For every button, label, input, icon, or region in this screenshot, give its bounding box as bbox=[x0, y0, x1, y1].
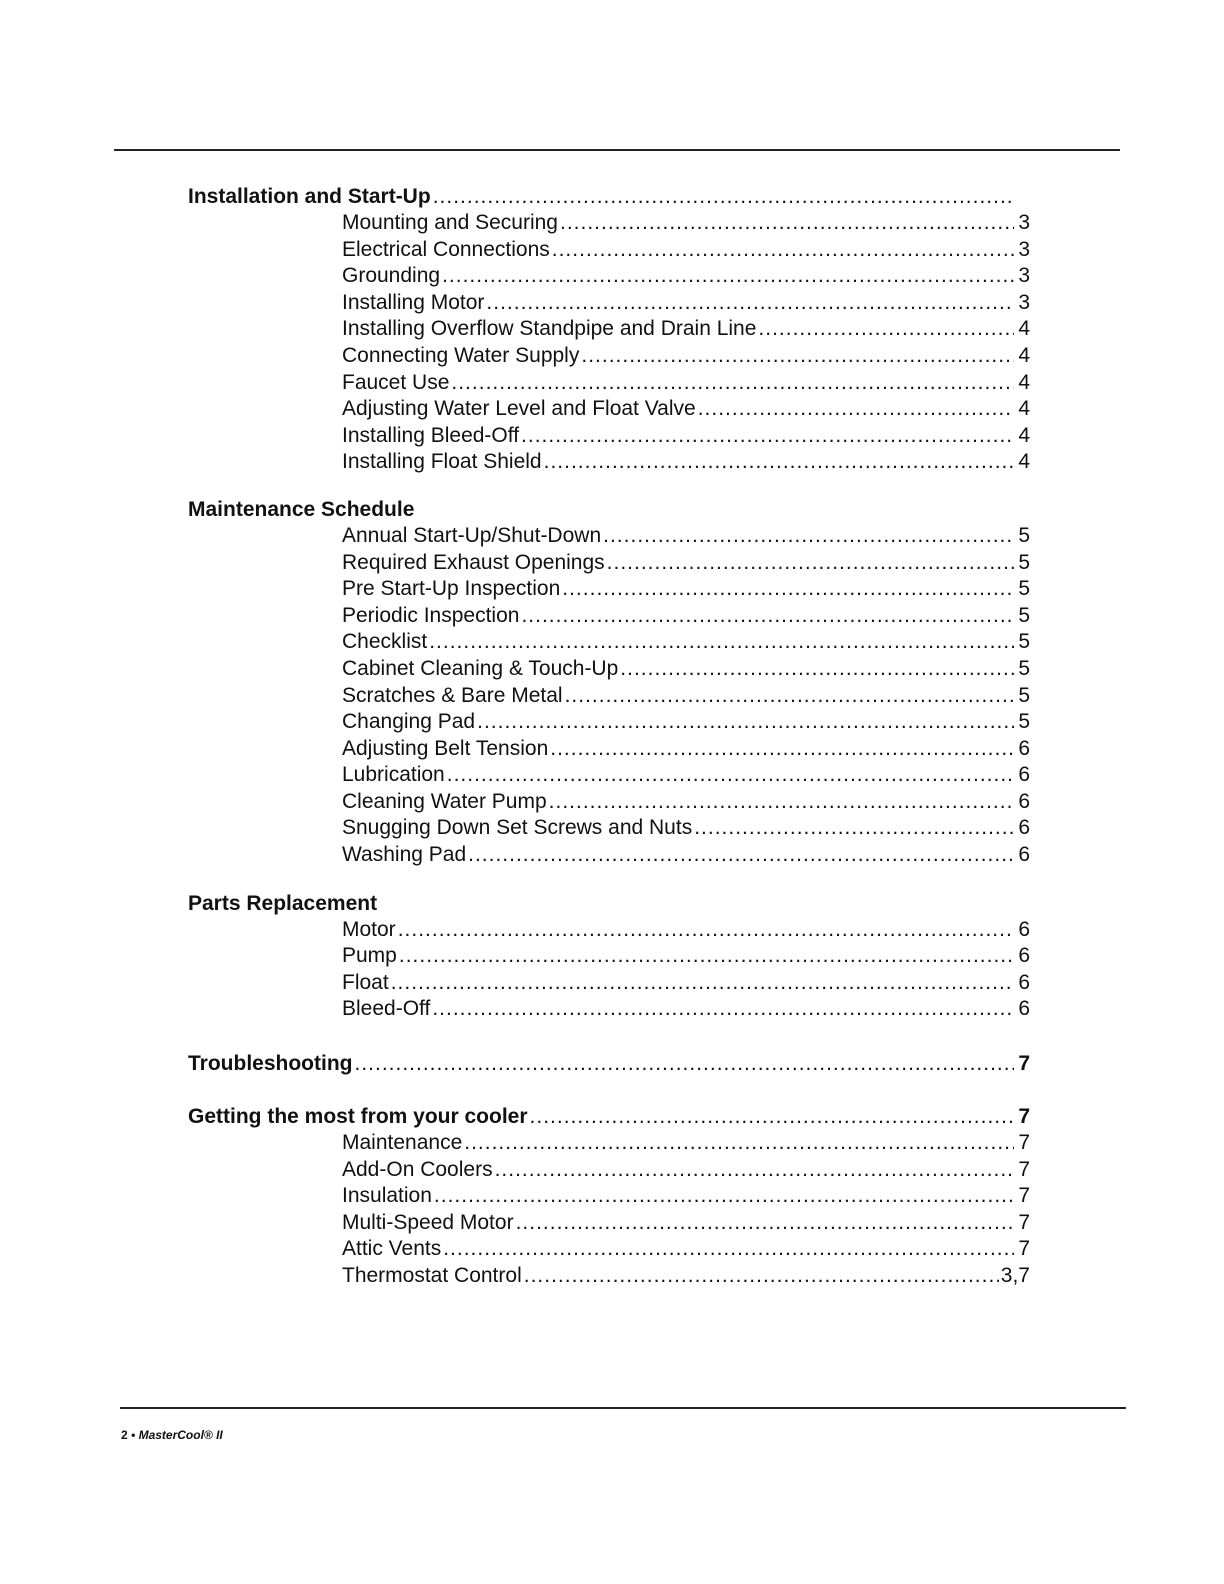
entry-page: 4 bbox=[1018, 317, 1030, 341]
entry-page: 4 bbox=[1018, 423, 1030, 447]
entry-page: 4 bbox=[1018, 370, 1030, 394]
entry-page: 3 bbox=[1018, 290, 1030, 314]
toc-section-getting-most bbox=[188, 1103, 1030, 1290]
toc-entry bbox=[342, 423, 1030, 450]
toc-entry bbox=[342, 550, 1030, 577]
dot-leader bbox=[524, 1263, 999, 1290]
section-heading bbox=[188, 183, 1030, 210]
dot-leader bbox=[399, 943, 1014, 970]
entry-label: Changing Pad bbox=[342, 710, 476, 734]
toc-section-maintenance bbox=[188, 496, 1030, 869]
toc-entry bbox=[342, 656, 1030, 683]
entry-page: 5 bbox=[1018, 523, 1030, 547]
dot-leader bbox=[530, 1103, 1014, 1130]
toc-entry bbox=[342, 1210, 1030, 1237]
dot-leader bbox=[562, 576, 1014, 603]
entry-label: Add-On Coolers bbox=[342, 1157, 493, 1181]
toc-entry bbox=[342, 842, 1030, 869]
entry-label: Snugging Down Set Screws and Nuts bbox=[342, 816, 693, 840]
dot-leader bbox=[495, 1157, 1014, 1184]
toc-entry bbox=[342, 603, 1030, 630]
toc-entry bbox=[342, 1236, 1030, 1263]
toc-entry bbox=[342, 943, 1030, 970]
dot-leader bbox=[698, 396, 1014, 423]
dot-leader bbox=[552, 237, 1014, 264]
bottom-rule bbox=[120, 1407, 1126, 1409]
dot-leader bbox=[560, 210, 1014, 237]
entry-label: Cabinet Cleaning & Touch-Up bbox=[342, 656, 619, 680]
entry-label: Multi-Speed Motor bbox=[342, 1210, 514, 1234]
toc-entry bbox=[342, 210, 1030, 237]
toc-entry bbox=[342, 343, 1030, 370]
entry-page: 7 bbox=[1018, 1237, 1030, 1261]
dot-leader bbox=[550, 736, 1014, 763]
dot-leader bbox=[451, 370, 1014, 397]
page-footer bbox=[121, 1428, 223, 1442]
entry-page: 5 bbox=[1018, 630, 1030, 654]
section-heading bbox=[188, 496, 1030, 523]
entry-page: 4 bbox=[1018, 397, 1030, 421]
table-of-contents bbox=[188, 183, 1030, 1290]
entry-page: 5 bbox=[1018, 603, 1030, 627]
entry-page: 4 bbox=[1018, 450, 1030, 474]
section-heading bbox=[188, 1103, 1030, 1130]
section-page: 7 bbox=[1018, 1052, 1030, 1076]
toc-entry bbox=[342, 815, 1030, 842]
toc-entry bbox=[342, 996, 1030, 1023]
dot-leader bbox=[464, 1130, 1014, 1157]
dot-leader bbox=[620, 656, 1014, 683]
toc-entry bbox=[342, 523, 1030, 550]
entry-label: Cleaning Water Pump bbox=[342, 789, 547, 813]
dot-leader bbox=[433, 183, 1014, 210]
toc-entry bbox=[342, 1130, 1030, 1157]
toc-entry bbox=[342, 709, 1030, 736]
toc-entry bbox=[342, 449, 1030, 476]
entry-page: 6 bbox=[1018, 917, 1030, 941]
entry-label: Checklist bbox=[342, 630, 428, 654]
entry-label: Connecting Water Supply bbox=[342, 343, 580, 367]
entry-page: 7 bbox=[1018, 1210, 1030, 1234]
entry-label: Mounting and Securing bbox=[342, 211, 558, 234]
entry-page: 5 bbox=[1018, 577, 1030, 601]
entry-label: Adjusting Belt Tension bbox=[342, 736, 549, 760]
toc-entry bbox=[342, 263, 1030, 290]
entry-label: Bleed-Off bbox=[342, 997, 431, 1021]
footer-bullet: • bbox=[131, 1428, 136, 1442]
section-title: Parts Replacement bbox=[188, 891, 378, 915]
entry-label: Float bbox=[342, 970, 389, 994]
dot-leader bbox=[607, 550, 1014, 577]
entry-page: 5 bbox=[1018, 656, 1030, 680]
section-title: Troubleshooting bbox=[188, 1052, 353, 1076]
entry-page: 7 bbox=[1018, 1131, 1030, 1155]
entry-label: Periodic Inspection bbox=[342, 603, 520, 627]
entry-label: Motor bbox=[342, 917, 396, 941]
dot-leader bbox=[758, 316, 1014, 343]
entry-page: 5 bbox=[1018, 710, 1030, 734]
entry-page: 4 bbox=[1018, 343, 1030, 367]
entry-label: Installing Motor bbox=[342, 290, 485, 314]
entry-page: 6 bbox=[1018, 736, 1030, 760]
entry-page: 6 bbox=[1018, 944, 1030, 968]
dot-leader bbox=[432, 996, 1014, 1023]
toc-section-installation bbox=[188, 183, 1030, 476]
entry-page: 6 bbox=[1018, 843, 1030, 867]
top-rule bbox=[114, 149, 1120, 151]
entry-label: Grounding bbox=[342, 264, 441, 288]
entry-label: Maintenance bbox=[342, 1131, 463, 1155]
entry-page: 5 bbox=[1018, 550, 1030, 574]
dot-leader bbox=[565, 683, 1014, 710]
entry-label: Annual Start-Up/Shut-Down bbox=[342, 523, 602, 547]
entry-page: 6 bbox=[1018, 789, 1030, 813]
dot-leader bbox=[468, 842, 1014, 869]
dot-leader bbox=[398, 917, 1014, 944]
toc-entry bbox=[342, 736, 1030, 763]
dot-leader bbox=[447, 762, 1014, 789]
section-page: 7 bbox=[1018, 1105, 1030, 1129]
toc-entry bbox=[342, 396, 1030, 423]
entry-label: Attic Vents bbox=[342, 1237, 442, 1261]
entry-label: Insulation bbox=[342, 1184, 432, 1208]
entry-page: 6 bbox=[1018, 997, 1030, 1021]
dot-leader bbox=[477, 709, 1014, 736]
entry-label: Installing Overflow Standpipe and Drain Line bbox=[342, 317, 757, 341]
toc-section-parts bbox=[188, 890, 1030, 1023]
dot-leader bbox=[544, 449, 1014, 476]
toc-entry bbox=[342, 1157, 1030, 1184]
entry-label: Faucet Use bbox=[342, 370, 450, 394]
entry-label: Washing Pad bbox=[342, 843, 467, 867]
toc-entry bbox=[342, 1183, 1030, 1210]
dot-leader bbox=[521, 423, 1014, 450]
entry-page: 3 bbox=[1018, 264, 1030, 288]
dot-leader bbox=[354, 1050, 1014, 1077]
entry-page: 6 bbox=[1018, 763, 1030, 787]
entry-page: 7 bbox=[1018, 1184, 1030, 1208]
toc-entry bbox=[342, 629, 1030, 656]
entry-label: Installing Bleed-Off bbox=[342, 423, 520, 447]
toc-entry bbox=[342, 316, 1030, 343]
entry-label: Pump bbox=[342, 944, 397, 968]
dot-leader bbox=[694, 815, 1014, 842]
toc-entry bbox=[342, 576, 1030, 603]
section-heading bbox=[188, 1050, 1030, 1077]
footer-page-number: 2 bbox=[121, 1428, 128, 1442]
footer-brand: MasterCool® II bbox=[138, 1428, 223, 1442]
toc-entry bbox=[342, 917, 1030, 944]
toc-entry bbox=[342, 290, 1030, 317]
entry-label: Electrical Connections bbox=[342, 237, 550, 261]
toc-entry bbox=[342, 370, 1030, 397]
dot-leader bbox=[391, 970, 1014, 997]
entry-page: 6 bbox=[1018, 816, 1030, 840]
toc-entry bbox=[342, 789, 1030, 816]
section-heading bbox=[188, 890, 1030, 917]
toc-entry bbox=[342, 683, 1030, 710]
section-title: Installation and Start-Up bbox=[188, 185, 431, 208]
dot-leader bbox=[549, 789, 1014, 816]
dot-leader bbox=[516, 1210, 1014, 1237]
toc-entry bbox=[342, 1263, 1030, 1290]
dot-leader bbox=[521, 603, 1014, 630]
entry-label: Adjusting Water Level and Float Valve bbox=[342, 397, 696, 421]
section-title: Getting the most from your cooler bbox=[188, 1105, 528, 1129]
entry-page: 6 bbox=[1018, 970, 1030, 994]
entry-label: Installing Float Shield bbox=[342, 450, 542, 474]
toc-entry bbox=[342, 237, 1030, 264]
toc-section-troubleshooting bbox=[188, 1050, 1030, 1077]
dot-leader bbox=[603, 523, 1014, 550]
entry-label: Required Exhaust Openings bbox=[342, 550, 605, 574]
dot-leader bbox=[429, 629, 1014, 656]
entry-page: 3 bbox=[1018, 237, 1030, 261]
dot-leader bbox=[434, 1183, 1014, 1210]
toc-entry bbox=[342, 970, 1030, 997]
entry-label: Pre Start-Up Inspection bbox=[342, 577, 561, 601]
entry-page: 3 bbox=[1018, 211, 1030, 234]
entry-label: Scratches & Bare Metal bbox=[342, 683, 563, 707]
entry-label: Thermostat Control bbox=[342, 1264, 522, 1287]
dot-leader bbox=[442, 263, 1014, 290]
dot-leader bbox=[443, 1236, 1014, 1263]
dot-leader bbox=[581, 343, 1014, 370]
entry-page: 7 bbox=[1018, 1157, 1030, 1181]
dot-leader bbox=[486, 290, 1014, 317]
entry-page: 5 bbox=[1018, 683, 1030, 707]
section-title: Maintenance Schedule bbox=[188, 497, 415, 521]
toc-entry bbox=[342, 762, 1030, 789]
entry-label: Lubrication bbox=[342, 763, 445, 787]
entry-page: 3,7 bbox=[1000, 1264, 1030, 1287]
